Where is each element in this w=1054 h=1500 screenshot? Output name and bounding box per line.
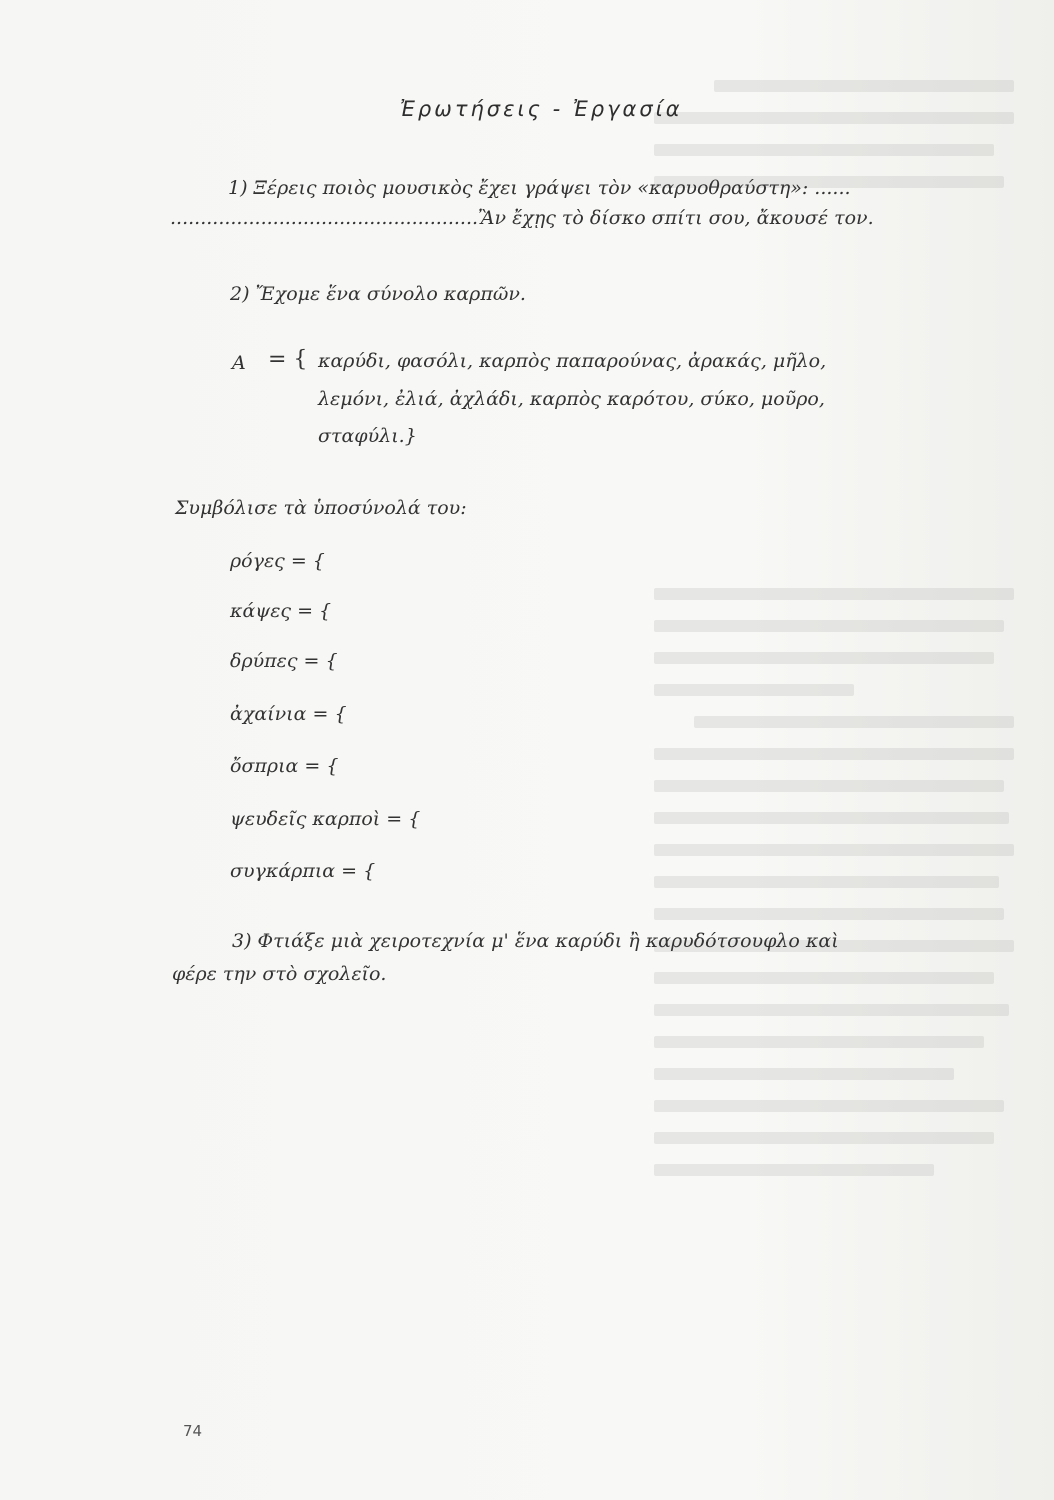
page-title: Ἐρωτήσεις - Ἐργασία xyxy=(400,97,683,121)
set-name: A xyxy=(232,352,246,374)
subset-synkarpia: συγκάρπια = { xyxy=(230,860,376,882)
set-equals-brace: = { xyxy=(268,347,308,372)
question-3-line-1: 3) Φτιάξε μιὰ χειροτεχνία μ' ἕνα καρύδι ἢ καρυδότσουφλο καὶ xyxy=(232,930,839,952)
page-number: 74 xyxy=(183,1422,203,1440)
subset-kapses: κάψες = { xyxy=(230,600,332,622)
subset-achainia: ἀχαίνια = { xyxy=(230,703,347,725)
question-1-line-1: 1) Ξέρεις ποιὸς μουσικὸς ἔχει γράψει τὸν «καρυοθραύστη»: ...... xyxy=(228,177,851,199)
set-elements-line-2: λεμόνι, ἐλιά, ἀχλάδι, καρπὸς καρότου, σύκο, μοῦρο, xyxy=(318,388,825,410)
subset-ospria: ὄσπρια = { xyxy=(230,755,339,777)
set-elements-line-1: καρύδι, φασόλι, καρπὸς παπαρούνας, ἀρακάς, μῆλο, xyxy=(318,350,827,372)
question-1-line-2: ...................................................Ἂν ἔχῃς τὸ δίσκο σπίτι σου, ἄκουσέ τον. xyxy=(170,207,874,229)
show-through-text xyxy=(654,80,1034,1380)
subsets-instruction: Συμβόλισε τὰ ὑποσύνολά του: xyxy=(175,497,467,519)
question-3-line-2: φέρε την στὸ σχολεῖο. xyxy=(172,963,387,985)
question-2-intro: 2) Ἔχομε ἕνα σύνολο καρπῶν. xyxy=(230,283,526,305)
subset-roges: ρόγες = { xyxy=(230,550,325,572)
subset-drypes: δρύπες = { xyxy=(230,650,338,672)
subset-pseudeis-karpoi: ψευδεῖς καρποὶ = { xyxy=(230,808,421,830)
set-elements-line-3: σταφύλι.} xyxy=(318,425,417,447)
